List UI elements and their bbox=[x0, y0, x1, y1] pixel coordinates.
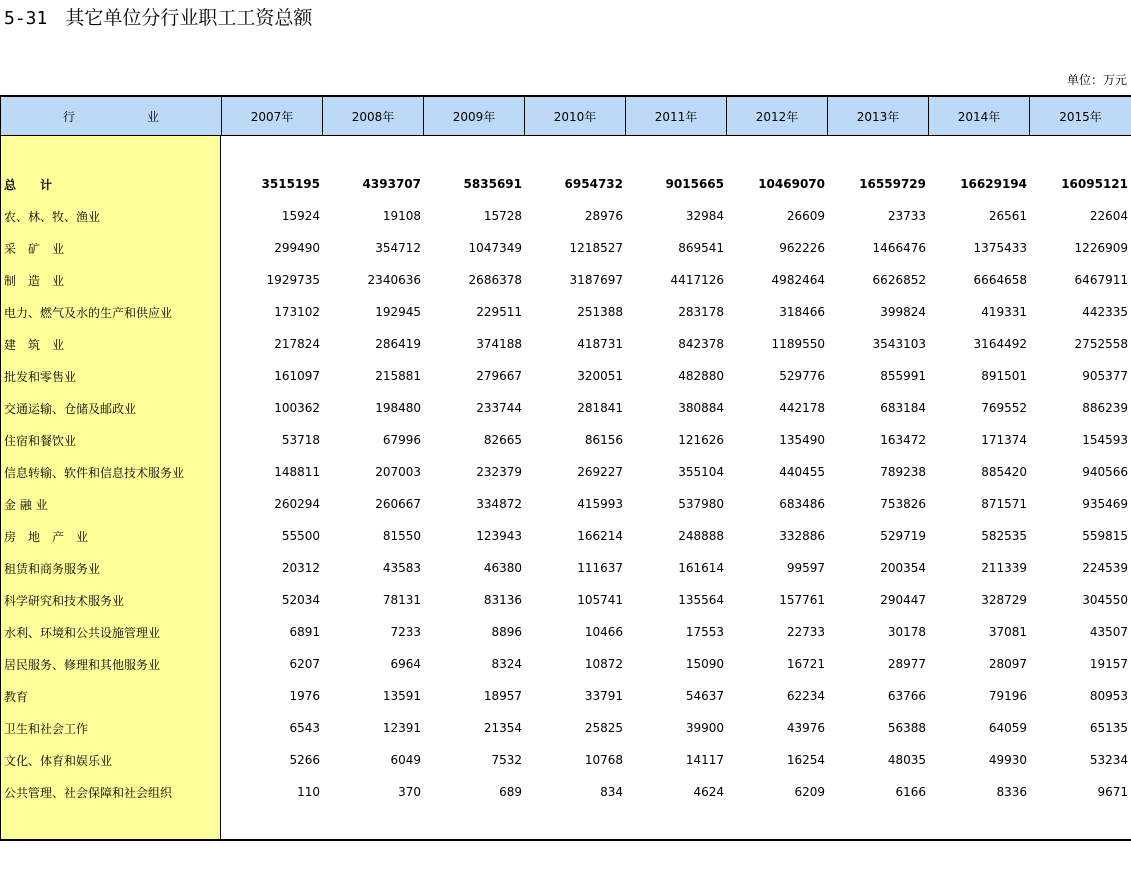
value-cell: 689 bbox=[499, 785, 522, 799]
value-cell: 123943 bbox=[476, 529, 522, 543]
value-cell: 1218527 bbox=[569, 241, 623, 255]
value-cell: 43976 bbox=[786, 721, 825, 735]
value-cell: 148811 bbox=[274, 465, 320, 479]
value-cell: 232379 bbox=[476, 465, 522, 479]
value-cell: 1047349 bbox=[468, 241, 522, 255]
value-cell: 135564 bbox=[678, 593, 724, 607]
value-cell: 171374 bbox=[981, 433, 1027, 447]
value-cell: 6467911 bbox=[1074, 273, 1128, 287]
industry-name: 电力、燃气及水的生产和供应业 bbox=[4, 305, 173, 320]
value-cell: 8896 bbox=[491, 625, 522, 639]
value-cell: 318466 bbox=[779, 305, 825, 319]
table-row bbox=[0, 584, 1131, 616]
value-cell: 135490 bbox=[779, 433, 825, 447]
table-row bbox=[0, 200, 1131, 232]
table-row bbox=[0, 616, 1131, 648]
value-cell: 166214 bbox=[577, 529, 623, 543]
value-cell: 299490 bbox=[274, 241, 320, 255]
value-cell: 3515195 bbox=[261, 177, 320, 191]
industry-name: 文化、体育和娱乐业 bbox=[4, 753, 113, 768]
value-cell: 2686378 bbox=[468, 273, 522, 287]
value-cell: 82665 bbox=[483, 433, 522, 447]
value-cell: 14117 bbox=[685, 753, 724, 767]
value-cell: 26561 bbox=[988, 209, 1027, 223]
value-cell: 4982464 bbox=[771, 273, 825, 287]
value-cell: 251388 bbox=[577, 305, 623, 319]
value-cell: 49930 bbox=[988, 753, 1027, 767]
value-cell: 269227 bbox=[577, 465, 623, 479]
value-cell: 753826 bbox=[880, 497, 926, 511]
value-cell: 217824 bbox=[274, 337, 320, 351]
value-cell: 683486 bbox=[779, 497, 825, 511]
value-cell: 1976 bbox=[289, 689, 320, 703]
value-cell: 48035 bbox=[887, 753, 926, 767]
value-cell: 1189550 bbox=[771, 337, 825, 351]
value-cell: 111637 bbox=[577, 561, 623, 575]
value-cell: 885420 bbox=[981, 465, 1027, 479]
value-cell: 79196 bbox=[988, 689, 1027, 703]
value-cell: 54637 bbox=[685, 689, 724, 703]
value-cell: 20312 bbox=[281, 561, 320, 575]
value-cell: 16559729 bbox=[859, 177, 926, 191]
value-cell: 5835691 bbox=[463, 177, 522, 191]
value-cell: 442335 bbox=[1082, 305, 1128, 319]
value-cell: 3164492 bbox=[973, 337, 1027, 351]
table-row bbox=[0, 520, 1131, 552]
value-cell: 121626 bbox=[678, 433, 724, 447]
value-cell: 86156 bbox=[584, 433, 623, 447]
value-cell: 105741 bbox=[577, 593, 623, 607]
industry-name: 公共管理、社会保障和社会组织 bbox=[4, 785, 173, 800]
value-cell: 53234 bbox=[1089, 753, 1128, 767]
value-cell: 200354 bbox=[880, 561, 926, 575]
table-title: 其它单位分行业职工工资总额 bbox=[65, 7, 313, 29]
value-cell: 281841 bbox=[577, 401, 623, 415]
table-row bbox=[0, 552, 1131, 584]
value-cell: 419331 bbox=[981, 305, 1027, 319]
value-cell: 4393707 bbox=[362, 177, 421, 191]
value-cell: 28977 bbox=[887, 657, 926, 671]
value-cell: 13591 bbox=[382, 689, 421, 703]
table-row bbox=[0, 488, 1131, 520]
value-cell: 7233 bbox=[390, 625, 421, 639]
table-row bbox=[0, 712, 1131, 744]
value-cell: 871571 bbox=[981, 497, 1027, 511]
value-cell: 43583 bbox=[382, 561, 421, 575]
header-year: 2010年 bbox=[524, 97, 625, 135]
value-cell: 6543 bbox=[289, 721, 320, 735]
value-cell: 3543103 bbox=[872, 337, 926, 351]
value-cell: 683184 bbox=[880, 401, 926, 415]
value-cell: 834 bbox=[600, 785, 623, 799]
value-cell: 56388 bbox=[887, 721, 926, 735]
table-row bbox=[0, 392, 1131, 424]
value-cell: 582535 bbox=[981, 529, 1027, 543]
value-cell: 905377 bbox=[1082, 369, 1128, 383]
value-cell: 32984 bbox=[685, 209, 724, 223]
value-cell: 290447 bbox=[880, 593, 926, 607]
header-year: 2009年 bbox=[423, 97, 524, 135]
value-cell: 10469070 bbox=[758, 177, 825, 191]
value-cell: 22733 bbox=[786, 625, 825, 639]
value-cell: 10466 bbox=[584, 625, 623, 639]
value-cell: 207003 bbox=[375, 465, 421, 479]
value-cell: 33791 bbox=[584, 689, 623, 703]
table-number: 5-31 bbox=[4, 8, 48, 29]
value-cell: 17553 bbox=[685, 625, 724, 639]
value-cell: 9015665 bbox=[665, 177, 724, 191]
value-cell: 260294 bbox=[274, 497, 320, 511]
industry-name: 居民服务、修理和其他服务业 bbox=[4, 657, 161, 672]
header-year: 2011年 bbox=[625, 97, 726, 135]
value-cell: 192945 bbox=[375, 305, 421, 319]
value-cell: 2340636 bbox=[367, 273, 421, 287]
value-cell: 22604 bbox=[1089, 209, 1128, 223]
value-cell: 370 bbox=[398, 785, 421, 799]
value-cell: 53718 bbox=[281, 433, 320, 447]
industry-name: 房 地 产 业 bbox=[4, 529, 89, 544]
value-cell: 52034 bbox=[281, 593, 320, 607]
value-cell: 16629194 bbox=[960, 177, 1027, 191]
value-cell: 6049 bbox=[390, 753, 421, 767]
table-row bbox=[0, 360, 1131, 392]
value-cell: 16095121 bbox=[1061, 177, 1128, 191]
value-cell: 328729 bbox=[981, 593, 1027, 607]
value-cell: 18957 bbox=[483, 689, 522, 703]
value-cell: 26609 bbox=[786, 209, 825, 223]
industry-name: 住宿和餐饮业 bbox=[4, 433, 77, 448]
value-cell: 6954732 bbox=[564, 177, 623, 191]
value-cell: 157761 bbox=[779, 593, 825, 607]
industry-name: 租赁和商务服务业 bbox=[4, 561, 101, 576]
value-cell: 6207 bbox=[289, 657, 320, 671]
value-cell: 537980 bbox=[678, 497, 724, 511]
value-cell: 442178 bbox=[779, 401, 825, 415]
header-year: 2013年 bbox=[827, 97, 928, 135]
value-cell: 81550 bbox=[382, 529, 421, 543]
value-cell: 355104 bbox=[678, 465, 724, 479]
industry-name: 信息转输、软件和信息技术服务业 bbox=[4, 465, 185, 480]
value-cell: 891501 bbox=[981, 369, 1027, 383]
value-cell: 2752558 bbox=[1074, 337, 1128, 351]
value-cell: 6166 bbox=[895, 785, 926, 799]
value-cell: 380884 bbox=[678, 401, 724, 415]
value-cell: 482880 bbox=[678, 369, 724, 383]
value-cell: 229511 bbox=[476, 305, 522, 319]
industry-name: 水利、环境和公共设施管理业 bbox=[4, 625, 161, 640]
value-cell: 4624 bbox=[693, 785, 724, 799]
value-cell: 1466476 bbox=[872, 241, 926, 255]
value-cell: 6664658 bbox=[973, 273, 1027, 287]
value-cell: 46380 bbox=[483, 561, 522, 575]
value-cell: 886239 bbox=[1082, 401, 1128, 415]
value-cell: 529776 bbox=[779, 369, 825, 383]
value-cell: 12391 bbox=[382, 721, 421, 735]
industry-name: 教育 bbox=[4, 689, 29, 704]
value-cell: 65135 bbox=[1089, 721, 1128, 735]
table-body bbox=[0, 168, 1131, 808]
industry-name: 总 计 bbox=[4, 177, 53, 192]
value-cell: 161097 bbox=[274, 369, 320, 383]
value-cell: 30178 bbox=[887, 625, 926, 639]
value-cell: 83136 bbox=[483, 593, 522, 607]
value-cell: 63766 bbox=[887, 689, 926, 703]
header-year: 2015年 bbox=[1029, 97, 1131, 135]
header-year: 2014年 bbox=[928, 97, 1029, 135]
table-row bbox=[0, 648, 1131, 680]
value-cell: 869541 bbox=[678, 241, 724, 255]
page-title bbox=[4, 4, 312, 32]
value-cell: 6891 bbox=[289, 625, 320, 639]
value-cell: 67996 bbox=[382, 433, 421, 447]
value-cell: 173102 bbox=[274, 305, 320, 319]
value-cell: 16254 bbox=[786, 753, 825, 767]
table-row bbox=[0, 744, 1131, 776]
value-cell: 940566 bbox=[1082, 465, 1128, 479]
value-cell: 161614 bbox=[678, 561, 724, 575]
value-cell: 6964 bbox=[390, 657, 421, 671]
industry-name: 批发和零售业 bbox=[4, 369, 77, 384]
value-cell: 7532 bbox=[491, 753, 522, 767]
value-cell: 3187697 bbox=[569, 273, 623, 287]
value-cell: 8336 bbox=[996, 785, 1027, 799]
industry-name: 金 融 业 bbox=[4, 497, 48, 512]
header-year: 2007年 bbox=[221, 97, 322, 135]
industry-name: 建 筑 业 bbox=[4, 337, 65, 352]
table-row bbox=[0, 264, 1131, 296]
industry-name: 卫生和社会工作 bbox=[4, 721, 89, 736]
value-cell: 39900 bbox=[685, 721, 724, 735]
value-cell: 154593 bbox=[1082, 433, 1128, 447]
industry-name: 交通运输、仓储及邮政业 bbox=[4, 401, 137, 416]
value-cell: 64059 bbox=[988, 721, 1027, 735]
value-cell: 224539 bbox=[1082, 561, 1128, 575]
value-cell: 440455 bbox=[779, 465, 825, 479]
value-cell: 789238 bbox=[880, 465, 926, 479]
value-cell: 37081 bbox=[988, 625, 1027, 639]
value-cell: 4417126 bbox=[670, 273, 724, 287]
value-cell: 10768 bbox=[584, 753, 623, 767]
unit-label: 单位：万元 bbox=[1066, 73, 1127, 87]
value-cell: 529719 bbox=[880, 529, 926, 543]
value-cell: 99597 bbox=[786, 561, 825, 575]
value-cell: 304550 bbox=[1082, 593, 1128, 607]
value-cell: 198480 bbox=[375, 401, 421, 415]
value-cell: 415993 bbox=[577, 497, 623, 511]
value-cell: 559815 bbox=[1082, 529, 1128, 543]
value-cell: 320051 bbox=[577, 369, 623, 383]
value-cell: 8324 bbox=[491, 657, 522, 671]
value-cell: 9671 bbox=[1097, 785, 1128, 799]
value-cell: 28976 bbox=[584, 209, 623, 223]
value-cell: 55500 bbox=[281, 529, 320, 543]
value-cell: 354712 bbox=[375, 241, 421, 255]
value-cell: 110 bbox=[297, 785, 320, 799]
table-row bbox=[0, 456, 1131, 488]
value-cell: 935469 bbox=[1082, 497, 1128, 511]
value-cell: 5266 bbox=[289, 753, 320, 767]
value-cell: 15090 bbox=[685, 657, 724, 671]
value-cell: 1226909 bbox=[1074, 241, 1128, 255]
value-cell: 962226 bbox=[779, 241, 825, 255]
value-cell: 15924 bbox=[281, 209, 320, 223]
value-cell: 1375433 bbox=[973, 241, 1027, 255]
value-cell: 842378 bbox=[678, 337, 724, 351]
table-bottom-border bbox=[0, 839, 1131, 841]
value-cell: 286419 bbox=[375, 337, 421, 351]
value-cell: 374188 bbox=[476, 337, 522, 351]
table-row bbox=[0, 680, 1131, 712]
value-cell: 163472 bbox=[880, 433, 926, 447]
value-cell: 215881 bbox=[375, 369, 421, 383]
value-cell: 279667 bbox=[476, 369, 522, 383]
value-cell: 25825 bbox=[584, 721, 623, 735]
header-year: 2012年 bbox=[726, 97, 827, 135]
table-row bbox=[0, 424, 1131, 456]
value-cell: 19108 bbox=[382, 209, 421, 223]
value-cell: 248888 bbox=[678, 529, 724, 543]
value-cell: 23733 bbox=[887, 209, 926, 223]
value-cell: 855991 bbox=[880, 369, 926, 383]
value-cell: 332886 bbox=[779, 529, 825, 543]
header-year: 2008年 bbox=[322, 97, 423, 135]
table-row bbox=[0, 328, 1131, 360]
value-cell: 28097 bbox=[988, 657, 1027, 671]
value-cell: 334872 bbox=[476, 497, 522, 511]
value-cell: 6626852 bbox=[872, 273, 926, 287]
value-cell: 418731 bbox=[577, 337, 623, 351]
value-cell: 10872 bbox=[584, 657, 623, 671]
value-cell: 769552 bbox=[981, 401, 1027, 415]
value-cell: 43507 bbox=[1089, 625, 1128, 639]
table-row bbox=[0, 296, 1131, 328]
value-cell: 6209 bbox=[794, 785, 825, 799]
header-industry: 行 业 bbox=[0, 97, 221, 135]
table-row bbox=[0, 776, 1131, 808]
table-row bbox=[0, 232, 1131, 264]
value-cell: 100362 bbox=[274, 401, 320, 415]
value-cell: 283178 bbox=[678, 305, 724, 319]
value-cell: 1929735 bbox=[266, 273, 320, 287]
value-cell: 211339 bbox=[981, 561, 1027, 575]
value-cell: 233744 bbox=[476, 401, 522, 415]
value-cell: 260667 bbox=[375, 497, 421, 511]
industry-name: 农、林、牧、渔业 bbox=[4, 209, 101, 224]
value-cell: 399824 bbox=[880, 305, 926, 319]
value-cell: 19157 bbox=[1089, 657, 1128, 671]
value-cell: 21354 bbox=[483, 721, 522, 735]
industry-name: 制 造 业 bbox=[4, 273, 65, 288]
value-cell: 15728 bbox=[483, 209, 522, 223]
value-cell: 78131 bbox=[382, 593, 421, 607]
value-cell: 80953 bbox=[1089, 689, 1128, 703]
industry-name: 科学研究和技术服务业 bbox=[4, 593, 125, 608]
table-header bbox=[0, 95, 1131, 136]
value-cell: 62234 bbox=[786, 689, 825, 703]
industry-name: 采 矿 业 bbox=[4, 241, 65, 256]
value-cell: 16721 bbox=[786, 657, 825, 671]
table-row-total bbox=[0, 168, 1131, 200]
